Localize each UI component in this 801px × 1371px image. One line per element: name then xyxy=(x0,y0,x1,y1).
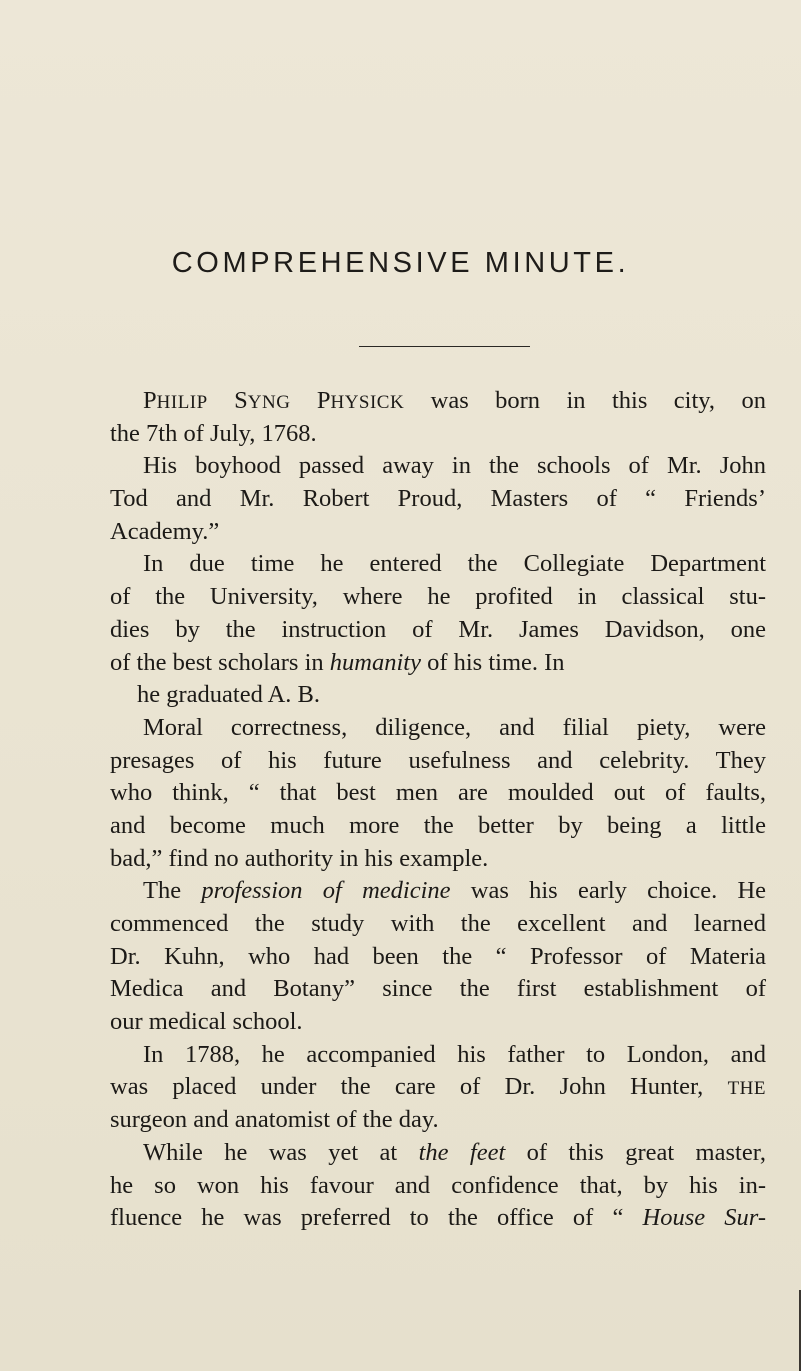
text-line xyxy=(110,908,766,941)
text-line xyxy=(110,581,766,614)
text-line xyxy=(110,614,766,647)
text-segment: In due time he entered the Collegiate Department xyxy=(143,550,766,578)
text-segment: he so won his favour and confidence that, by his in- xyxy=(110,1171,766,1199)
text-segment: THE xyxy=(727,1078,766,1100)
text-segment: fluence he was preferred to the office of “ xyxy=(110,1204,643,1232)
text-line xyxy=(110,973,766,1006)
text-segment: of the best scholars in xyxy=(110,648,330,676)
text-segment: was placed under the care of Dr. John Hunter, xyxy=(110,1073,728,1101)
text-segment: was born in this city, on xyxy=(404,387,766,414)
text-line xyxy=(110,516,766,549)
text-segment: His boyhood passed away in the schools of Mr. John xyxy=(143,452,766,480)
text-segment: HILIP xyxy=(156,392,208,413)
text-segment: the feet xyxy=(418,1138,506,1166)
text-line xyxy=(110,941,766,974)
text-segment: P xyxy=(290,387,331,414)
text-line xyxy=(110,418,766,451)
text-line xyxy=(110,483,766,516)
text-line xyxy=(110,1071,766,1104)
text-segment: he graduated A. B. xyxy=(137,681,321,709)
text-segment: House Sur- xyxy=(642,1204,766,1232)
heading-rule xyxy=(359,346,530,347)
text-line xyxy=(110,647,766,680)
text-segment: Academy.” xyxy=(110,517,220,545)
text-segment: and become much more the better by being a little xyxy=(110,811,766,839)
text-segment: While he was yet at xyxy=(143,1138,419,1166)
text-segment: bad,” find no authority in his example. xyxy=(110,844,489,872)
text-segment: In 1788, he accompanied his father to London, and xyxy=(143,1040,766,1068)
text-segment: S xyxy=(207,387,248,414)
text-line xyxy=(110,843,766,876)
text-line xyxy=(110,745,766,778)
text-segment: P xyxy=(143,387,157,414)
text-line xyxy=(110,810,766,843)
text-segment: Medica and Botany” since the first establishment of xyxy=(110,975,766,1003)
text-line xyxy=(110,1104,766,1137)
text-segment: of this great master, xyxy=(505,1138,766,1166)
text-segment: of his time. In xyxy=(420,648,565,676)
text-segment: of the University, where he profited in classical stu- xyxy=(110,583,766,611)
body-text xyxy=(110,385,766,1235)
text-segment: dies by the instruction of Mr. James Davidson, one xyxy=(110,615,766,643)
text-segment: humanity xyxy=(329,648,421,676)
text-segment: Moral correctness, diligence, and filial piety, were xyxy=(143,713,766,741)
text-segment: our medical school. xyxy=(110,1008,303,1036)
text-segment: HYSICK xyxy=(330,392,405,413)
text-line xyxy=(110,777,766,810)
text-segment: the 7th of July, 1768. xyxy=(110,419,317,447)
text-line xyxy=(110,1170,766,1203)
chapter-heading: COMPREHENSIVE MINUTE. xyxy=(171,247,630,279)
text-segment: commenced the study with the excellent and learned xyxy=(110,910,766,937)
text-line xyxy=(110,1202,766,1235)
text-segment: YNG xyxy=(247,392,291,413)
text-line xyxy=(110,875,766,908)
text-segment: surgeon and anatomist of the day. xyxy=(110,1106,439,1134)
text-segment: Tod and Mr. Robert Proud, Masters of “ Friends’ xyxy=(110,485,766,513)
text-segment: profession of medicine xyxy=(201,877,451,905)
text-line xyxy=(110,450,766,483)
text-line xyxy=(110,1006,766,1039)
text-segment: was his early choice. He xyxy=(450,877,766,905)
text-line xyxy=(110,548,766,581)
text-line xyxy=(110,679,766,712)
text-line xyxy=(110,1137,766,1170)
text-line xyxy=(110,712,766,745)
text-segment: who think, “ that best men are moulded out of faults, xyxy=(110,779,766,807)
text-segment: presages of his future usefulness and celebrity. They xyxy=(110,746,766,774)
text-line xyxy=(110,385,766,418)
text-segment: The xyxy=(143,877,202,905)
text-segment: Dr. Kuhn, who had been the “ Professor of Materia xyxy=(110,942,766,970)
text-line xyxy=(110,1039,766,1072)
